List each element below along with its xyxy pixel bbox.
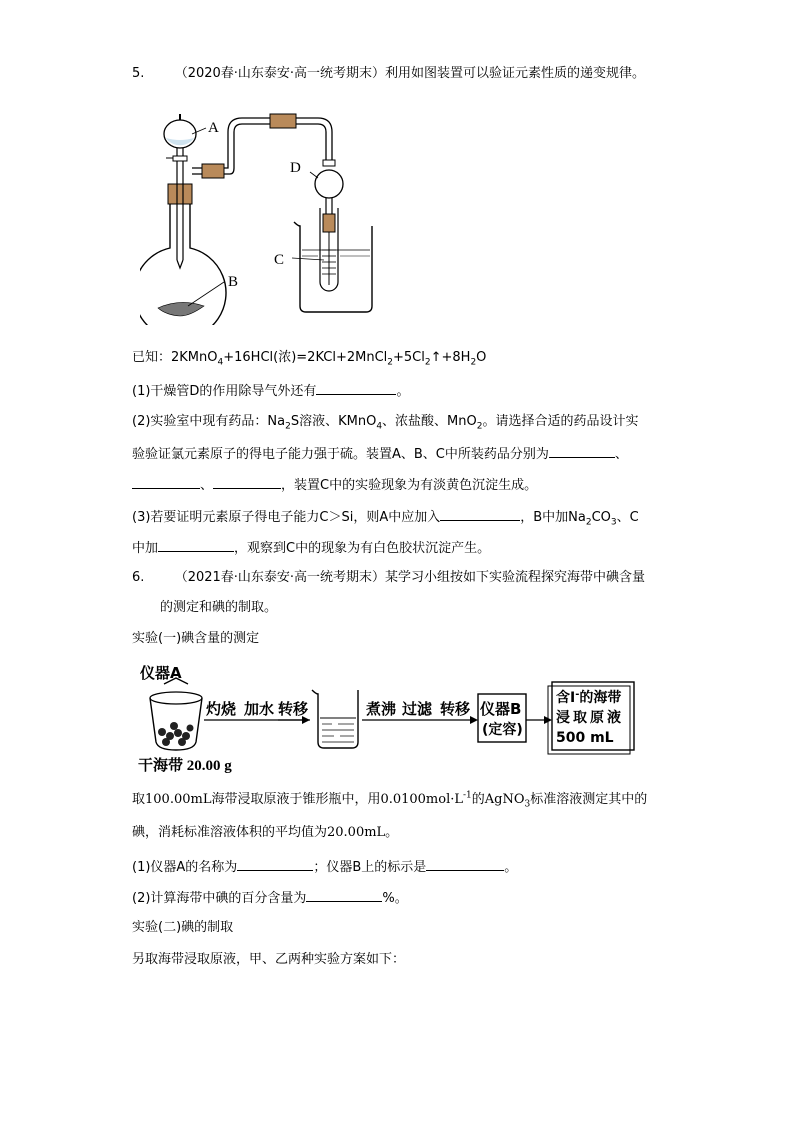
flask-stopper [168,184,192,204]
q5-known-equation: 已知：2KMnO$_4$+16HCl(浓)$=2KCl+2MnCl_2+5Cl_2↑+8H_2O$ [132,350,487,368]
answer-blank[interactable] [213,474,281,489]
q6-para-line1: 取100.00mL海带浸取原液于锥形瓶中，用$0.0100mol\cdot L^{-1}$的AgNO$_3$标准溶液测定其中的 [132,790,648,810]
q6-exp1-title: 实验(一)碘含量的测定 [132,631,260,646]
q6-sub1: (1)仪器A的名称为 ；仪器B上的标示是 。 [132,856,517,878]
answer-blank[interactable] [426,856,504,871]
answer-blank[interactable] [237,856,313,871]
q6-number: 6. [132,570,145,585]
q5-source: （2020春·山东泰安·高一统考期末） [174,66,386,81]
rubber-connector-2 [270,114,296,128]
q5-sub1: (1)干燥管D的作用除导气外还有 。 [132,380,409,402]
answer-blank[interactable] [132,474,200,489]
q6-exp2-title: 实验(二)碘的制取 [132,920,234,935]
box-final-line3: 500 mL [556,730,614,746]
flow-beaker [312,690,358,748]
label-a: A [208,120,219,136]
q6-stem-1: 某学习小组按如下实验流程探究海带中碘含量 [385,570,646,585]
q5-sub2-line2: 验验证氯元素原子的得电子能力强于硫。装置A、B、C中所装药品分别为 、 [132,443,628,465]
step-4: 煮沸 [366,700,397,718]
instrument-a-label: 仪器A [140,664,182,682]
q5-sub3-line1: (3)若要证明元素原子得电子能力C＞Si，则A中应加入 ，B中加$Na_2CO_3$、C [132,506,639,528]
q5-header [132,64,645,84]
label-b: B [228,274,239,290]
q6-para-line2: 碘，消耗标准溶液体积的平均值为20.00mL。 [132,825,399,840]
answer-blank[interactable] [158,537,234,552]
q5-sub2-line3: 、 ，装置C中的实验现象为有淡黄色沉淀生成。 [132,474,537,496]
q5-sub3-line2: 中加 ，观察到C中的现象为有白色胶状沉淀产生。 [132,537,490,559]
box-final-line2: 浸取原液 [556,710,624,726]
label-d: D [290,160,301,176]
q6-exp2-line: 另取海带浸取原液，甲、乙两种实验方案如下： [132,952,406,967]
box-b-line2: (定容) [482,722,523,738]
q5-sub2-line1: (2)实验室中现有药品：$Na_2S$溶液、KMnO$_4$、浓盐酸、MnO$_2$。请选择合适的药品设计实 [132,414,639,432]
step-6: 转移 [440,700,471,718]
rubber-connector-1 [202,164,224,178]
answer-blank[interactable] [549,443,615,458]
step-3: 转移 [278,700,309,718]
q6-source: （2021春·山东泰安·高一统考期末） [174,570,386,585]
q5-stem: 利用如图装置可以验证元素性质的递变规律。 [385,66,646,81]
q6-header [132,568,645,588]
q6-flow-diagram [134,660,644,778]
flask-solid [158,302,204,316]
step-1: 灼烧 [206,700,237,718]
q5-number: 5. [132,66,145,81]
answer-blank[interactable] [306,887,382,902]
label-c: C [274,252,285,268]
box-b-line1: 仪器B [480,700,522,718]
test-tube-stopper [323,214,335,232]
sample-label: 干海带 20.00 g [138,758,232,774]
q6-sub2: (2)计算海带中碘的百分含量为 %。 [132,887,408,909]
answer-blank[interactable] [440,506,520,521]
answer-blank[interactable] [316,380,396,395]
q6-stem-line2: 的测定和碘的制取。 [160,600,278,615]
q5-apparatus-figure [140,110,380,325]
step-5: 过滤 [402,700,433,718]
drying-tube [315,170,343,198]
step-2: 加水 [244,700,275,718]
box-final-line1: 含I-的海带 [556,689,622,706]
beaker [294,222,372,312]
